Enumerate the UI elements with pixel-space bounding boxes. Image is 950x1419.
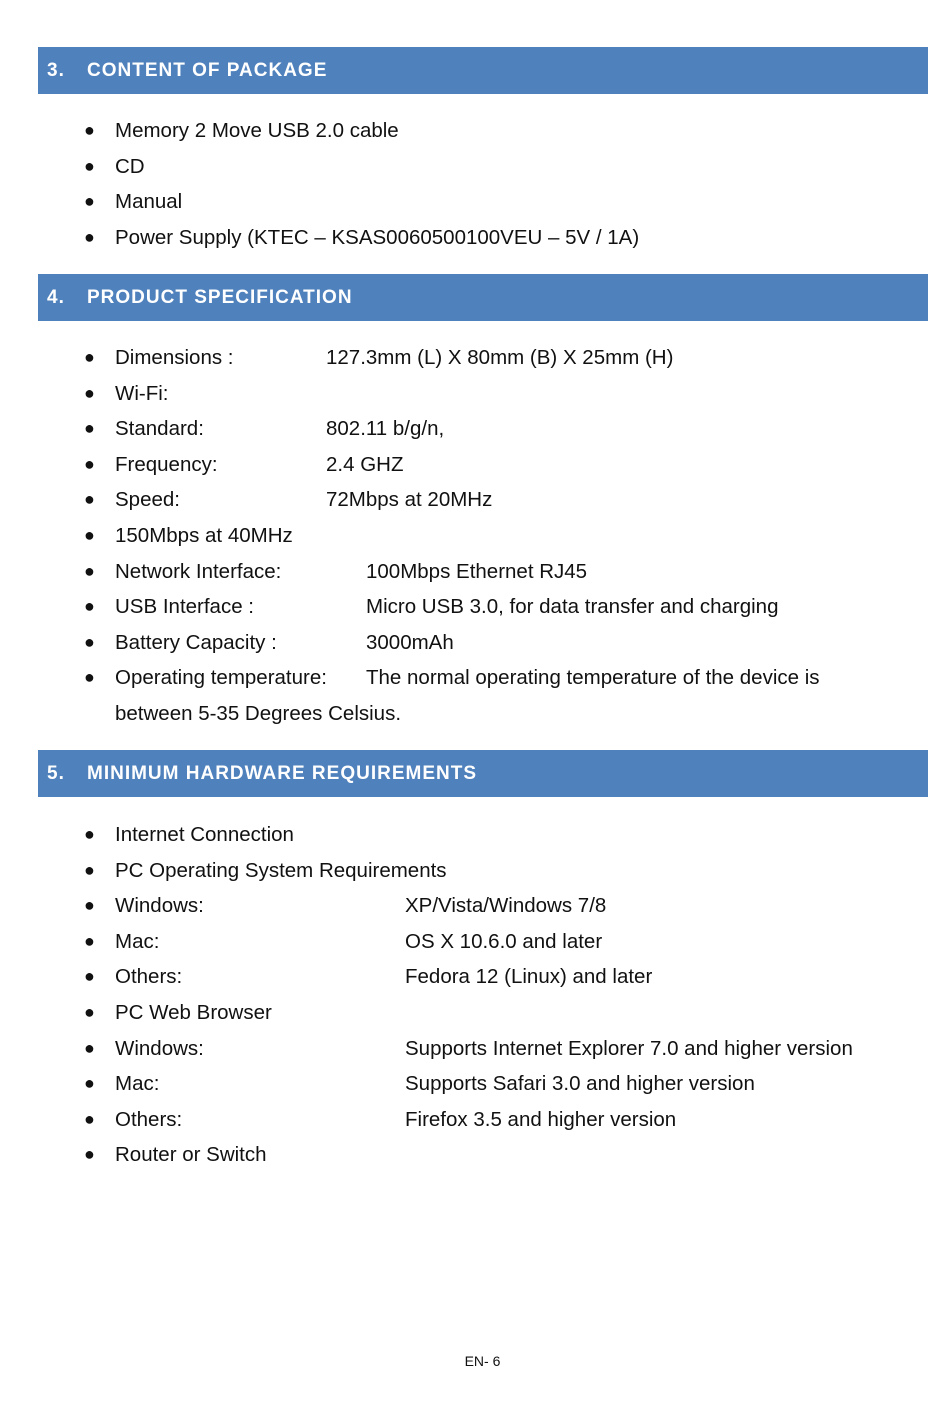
bullet-icon: ● [84,631,95,652]
item-value: Micro USB 3.0, for data transfer and charging [366,595,779,619]
item-label: Mac: [115,929,160,953]
package-contents-list [0,113,950,255]
spec-item-dimensions [0,340,950,376]
item-label: Operating temperature: [115,666,327,690]
list-item [0,853,950,889]
bullet-icon: ● [84,930,95,951]
item-label: Power Supply (KTEC – KSAS0060500100VEU – 5V / 1A) [115,225,640,249]
bullet-icon: ● [84,191,95,212]
section-header-product-specification [38,274,928,321]
bullet-icon: ● [84,895,95,916]
bullet-icon: ● [84,596,95,617]
item-label: Dimensions : [115,346,234,369]
spec-item-speed-40mhz [0,518,950,554]
section-number: 3. [47,59,65,81]
section-title: PRODUCT SPECIFICATION [87,286,353,308]
item-label: Frequency: [115,452,218,476]
item-label: PC Operating System Requirements [115,858,447,882]
bullet-icon: ● [84,524,95,545]
item-value: 127.3mm (L) X 80mm (B) X 25mm (H) [326,346,674,369]
bullet-icon: ● [84,155,95,176]
list-item [0,959,950,995]
bullet-icon: ● [84,824,95,844]
item-label: Memory 2 Move USB 2.0 cable [115,119,399,142]
list-item [0,1031,950,1067]
section-title: MINIMUM HARDWARE REQUIREMENTS [87,762,477,784]
item-label: Windows: [115,1036,204,1060]
item-label: Standard: [115,417,204,441]
page-number: EN- 6 [464,1353,501,1369]
item-value: 802.11 b/g/n, [326,417,445,441]
item-label: USB Interface : [115,595,255,619]
item-label: Wi-Fi: [115,381,169,405]
item-value: Supports Internet Explorer 7.0 and higher version [405,1036,853,1060]
item-label: Mac: [115,1072,160,1096]
item-label: Speed: [115,488,180,512]
item-value: 100Mbps Ethernet RJ45 [366,559,588,583]
item-value: XP/Vista/Windows 7/8 [405,894,607,918]
item-label: Router or Switch [115,1143,267,1167]
item-label: Windows: [115,894,204,918]
section-header-content-of-package [38,47,928,94]
item-value: The normal operating temperature of the device is [366,666,820,690]
bullet-icon: ● [84,667,95,688]
item-label: Internet Connection [115,823,294,846]
item-label: CD [115,154,145,178]
list-item [0,113,950,149]
list-item [0,1102,950,1138]
bullet-icon: ● [84,859,95,880]
section-header-minimum-hardware-requirements [38,750,928,797]
bullet-icon: ● [84,489,95,510]
section-number: 4. [47,286,65,308]
bullet-icon: ● [84,1037,95,1058]
item-value: OS X 10.6.0 and later [405,929,603,953]
bullet-icon: ● [84,418,95,439]
bullet-icon: ● [84,966,95,987]
bullet-icon: ● [84,347,95,367]
list-item [0,220,950,256]
bullet-icon: ● [84,1073,95,1094]
item-label: Manual [115,190,183,214]
item-label: Others: [115,1107,183,1131]
item-value: 72Mbps at 20MHz [326,488,493,512]
bullet-icon: ● [84,453,95,474]
bullet-icon: ● [84,560,95,581]
spec-item-operating-temperature [0,660,950,696]
spec-item-frequency [0,447,950,483]
list-item [0,888,950,924]
list-item [0,817,950,853]
spec-item-network-interface [0,554,950,590]
item-label: 150Mbps at 40MHz [115,523,293,547]
product-specification-list [0,340,950,732]
bullet-icon: ● [84,1144,95,1165]
hardware-requirements-list [0,817,950,1173]
list-item [0,1137,950,1173]
item-value: Fedora 12 (Linux) and later [405,965,653,989]
section-number: 5. [47,762,65,784]
spec-item-standard [0,411,950,447]
item-label: Others: [115,965,183,989]
item-label: Battery Capacity : [115,630,277,654]
item-continuation: between 5-35 Degrees Celsius. [115,701,402,725]
bullet-icon: ● [84,382,95,403]
list-item [0,184,950,220]
bullet-icon: ● [84,226,95,247]
list-item [0,149,950,185]
item-value: Firefox 3.5 and higher version [405,1107,677,1131]
section-title: CONTENT OF PACKAGE [87,59,328,81]
spec-item-wifi [0,376,950,412]
item-label: Network Interface: [115,559,282,583]
bullet-icon: ● [84,1108,95,1129]
bullet-icon: ● [84,1001,95,1022]
item-label: PC Web Browser [115,1000,272,1024]
list-item [0,995,950,1031]
list-item [0,1066,950,1102]
bullet-icon: ● [84,120,95,140]
item-value: Supports Safari 3.0 and higher version [405,1072,755,1096]
item-value: 3000mAh [366,630,454,654]
item-value: 2.4 GHZ [326,452,404,476]
list-item [0,924,950,960]
spec-item-usb-interface [0,589,950,625]
spec-item-battery-capacity [0,625,950,661]
spec-item-speed [0,482,950,518]
